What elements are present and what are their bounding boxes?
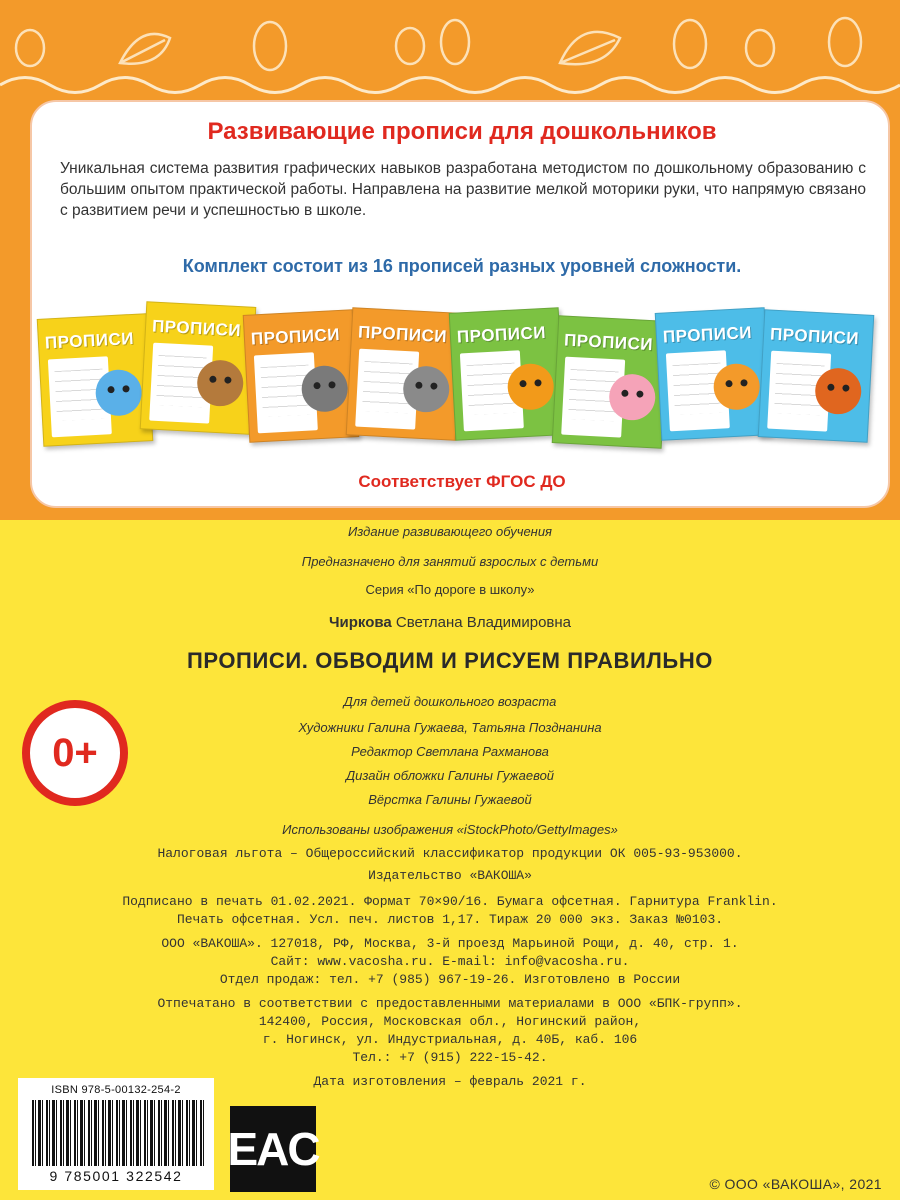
workbook-cover — [346, 307, 463, 441]
cover-title: ПРОПИСИ — [662, 322, 753, 347]
covers-row — [32, 290, 892, 450]
pinecone-icon — [674, 20, 706, 68]
address-line-2: Сайт: www.vacosha.ru. E-mail: info@vacosha.ru. — [270, 954, 630, 969]
workbook-cover — [140, 301, 257, 435]
age-rating-badge: 0+ — [22, 700, 128, 806]
audience-line: Для детей дошкольного возраста — [343, 694, 557, 709]
isbn-text: ISBN 978-5-00132-254-2 — [51, 1084, 181, 1096]
wavy-border — [0, 70, 900, 100]
cover-title: ПРОПИСИ — [250, 324, 341, 349]
autumn-leaves-decoration — [0, 8, 900, 78]
cover-title: ПРОПИСИ — [44, 328, 135, 353]
cover-title: ПРОПИСИ — [151, 316, 242, 341]
book-title: ПРОПИСИ. ОБВОДИМ И РИСУЕМ ПРАВИЛЬНО — [186, 648, 714, 673]
print-details-line-1: Подписано в печать 01.02.2021. Формат 70×90/16. Бумага офсетная. Гарнитура Franklin. — [122, 894, 778, 909]
isbn-barcode — [18, 1078, 214, 1190]
panel-description: Уникальная система развития графических навыков разработана методистом по дошкольному образованию с большим опытом практической работы. Направлена на развитие мелкой моторики руки, что напрямую связано с развитием речи и успешностью в школе. — [60, 160, 866, 219]
author-first-names: Светлана Владимировна — [395, 614, 572, 631]
eac-mark-text: EAC — [227, 1123, 319, 1175]
workbook-cover — [37, 313, 154, 447]
acorn-icon — [746, 30, 774, 66]
leaf-icon — [560, 32, 620, 64]
publisher-line: Издательство «ВАКОША» — [368, 868, 532, 883]
acorn-icon — [396, 28, 424, 64]
fgos-note: Соответствует ФГОС ДО — [358, 472, 566, 491]
printer-line-4: Тел.: +7 (915) 222-15-42. — [352, 1050, 548, 1065]
author-line — [0, 614, 900, 631]
workbook-cover — [449, 307, 566, 441]
images-credit-line: Использованы изображения «iStockPhoto/GettyImages» — [282, 822, 618, 837]
print-details-line-2: Печать офсетная. Усл. печ. листов 1,17. Тираж 20 000 экз. Заказ №0103. — [176, 912, 724, 927]
workbook-cover — [655, 307, 772, 441]
cover-title: ПРОПИСИ — [769, 324, 860, 349]
purpose-line: Предназначено для занятий взрослых с детьми — [301, 554, 599, 569]
acorn-icon — [16, 30, 44, 66]
artists-line: Художники Галина Гужаева, Татьяна Позднанина — [298, 720, 602, 735]
workbook-cover — [552, 315, 669, 449]
address-line-3: Отдел продаж: тел. +7 (985) 967-19-26. Изготовлено в России — [219, 972, 681, 987]
pinecone-icon — [441, 20, 469, 64]
pinecone-icon — [829, 18, 861, 66]
tax-line: Налоговая льгота – Общероссийский классификатор продукции ОК 005-93-953000. — [157, 846, 743, 861]
cover-design-line: Дизайн обложки Галины Гужаевой — [345, 768, 555, 783]
set-note: Комплект состоит из 16 прописей разных уровней сложности. — [182, 256, 742, 276]
barcode-bars — [32, 1100, 204, 1166]
series-line: Серия «По дороге в школу» — [365, 582, 535, 597]
editor-line: Редактор Светлана Рахманова — [351, 744, 549, 759]
made-date-line: Дата изготовления – февраль 2021 г. — [313, 1074, 587, 1089]
printer-line-3: г. Ногинск, ул. Индустриальная, д. 40Б, каб. 106 — [262, 1032, 638, 1047]
copyright-line: © ООО «ВАКОША», 2021 — [709, 1176, 882, 1192]
workbook-cover — [243, 309, 360, 443]
panel-title: Развивающие прописи для дошкольников — [207, 118, 717, 145]
author-last-name: Чиркова — [328, 614, 392, 631]
info-panel — [30, 100, 890, 508]
leaf-icon — [120, 34, 170, 64]
eac-mark-icon — [227, 1106, 319, 1192]
ean-number: 9 785001 322542 — [49, 1168, 183, 1184]
workbook-cover — [758, 309, 875, 443]
cover-title: ПРОПИСИ — [456, 322, 547, 347]
layout-line: Вёрстка Галины Гужаевой — [368, 792, 532, 807]
printer-line-1: Отпечатано в соответствии с предоставленными материалами в ООО «БПК-групп». — [157, 996, 743, 1011]
cover-title: ПРОПИСИ — [357, 322, 448, 347]
pinecone-icon — [254, 22, 286, 70]
cover-title: ПРОПИСИ — [563, 330, 654, 355]
edition-line: Издание развивающего обучения — [347, 524, 553, 539]
printer-line-2: 142400, Россия, Московская обл., Ногинский район, — [258, 1014, 642, 1029]
address-line-1: ООО «ВАКОША». 127018, РФ, Москва, 3-й проезд Марьиной Рощи, д. 40, стр. 1. — [161, 936, 739, 951]
